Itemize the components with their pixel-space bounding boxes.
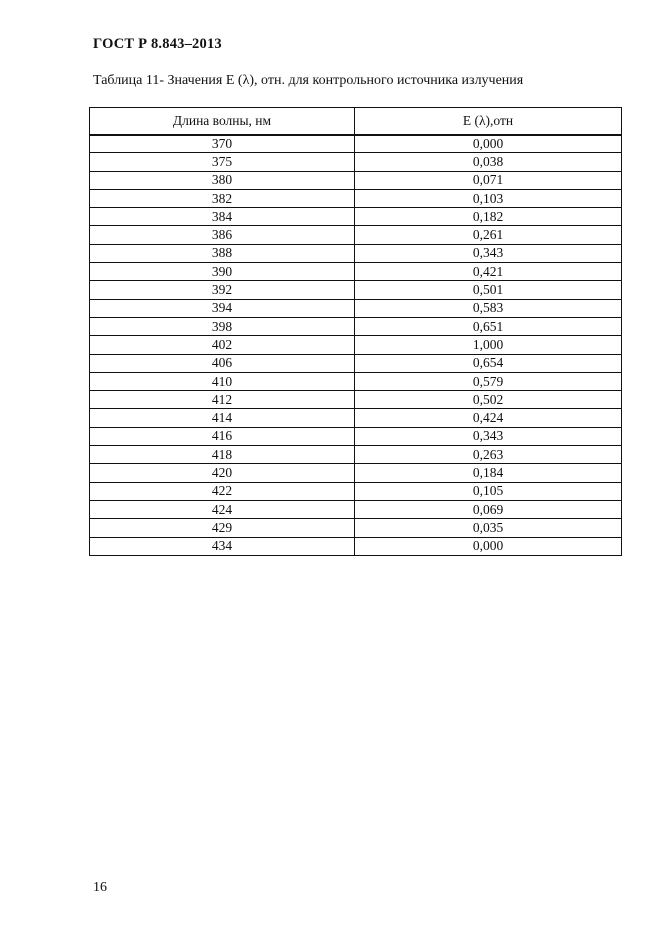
cell-wavelength: 434 (90, 537, 355, 555)
cell-wavelength: 420 (90, 464, 355, 482)
table-row (90, 153, 622, 171)
cell-wavelength: 424 (90, 500, 355, 518)
cell-wavelength: 398 (90, 317, 355, 335)
table-row (90, 519, 622, 537)
cell-wavelength: 418 (90, 446, 355, 464)
cell-relative-value: 0,502 (355, 391, 622, 409)
cell-wavelength: 375 (90, 153, 355, 171)
cell-wavelength: 392 (90, 281, 355, 299)
table-row (90, 537, 622, 555)
table-caption: Таблица 11- Значения E (λ), отн. для контрольного источника излучения (93, 73, 524, 88)
cell-relative-value: 0,501 (355, 281, 622, 299)
cell-relative-value: 0,069 (355, 500, 622, 518)
table-body (90, 135, 622, 556)
table-row (90, 263, 622, 281)
document-header: ГОСТ Р 8.843–2013 (93, 36, 222, 52)
data-table (89, 107, 622, 556)
table-row (90, 427, 622, 445)
cell-relative-value: 0,103 (355, 189, 622, 207)
cell-wavelength: 384 (90, 208, 355, 226)
cell-relative-value: 0,583 (355, 299, 622, 317)
cell-wavelength: 406 (90, 354, 355, 372)
cell-relative-value: 0,421 (355, 263, 622, 281)
table-row (90, 446, 622, 464)
column-header-wavelength: Длина волны, нм (90, 108, 355, 135)
table-row (90, 482, 622, 500)
page-number: 16 (93, 880, 107, 895)
cell-relative-value: 0,182 (355, 208, 622, 226)
cell-relative-value: 0,105 (355, 482, 622, 500)
cell-relative-value: 0,000 (355, 537, 622, 555)
cell-wavelength: 386 (90, 226, 355, 244)
cell-wavelength: 410 (90, 372, 355, 390)
table-row (90, 464, 622, 482)
cell-relative-value: 0,000 (355, 135, 622, 153)
table-row (90, 372, 622, 390)
cell-wavelength: 402 (90, 336, 355, 354)
table-row (90, 299, 622, 317)
table-row (90, 171, 622, 189)
table-row (90, 391, 622, 409)
cell-wavelength: 394 (90, 299, 355, 317)
cell-wavelength: 380 (90, 171, 355, 189)
cell-wavelength: 422 (90, 482, 355, 500)
cell-relative-value: 0,071 (355, 171, 622, 189)
table-row (90, 354, 622, 372)
cell-relative-value: 0,424 (355, 409, 622, 427)
table-row (90, 409, 622, 427)
cell-wavelength: 412 (90, 391, 355, 409)
cell-wavelength: 414 (90, 409, 355, 427)
table-row (90, 189, 622, 207)
cell-relative-value: 0,579 (355, 372, 622, 390)
cell-relative-value: 0,343 (355, 244, 622, 262)
cell-wavelength: 388 (90, 244, 355, 262)
table-row (90, 500, 622, 518)
cell-relative-value: 0,654 (355, 354, 622, 372)
table-header-row (90, 108, 622, 135)
column-header-relative-value: E (λ),отн (355, 108, 622, 135)
cell-wavelength: 390 (90, 263, 355, 281)
table-row (90, 208, 622, 226)
table-row (90, 281, 622, 299)
cell-wavelength: 416 (90, 427, 355, 445)
table-row (90, 244, 622, 262)
cell-relative-value: 0,038 (355, 153, 622, 171)
cell-wavelength: 429 (90, 519, 355, 537)
cell-wavelength: 382 (90, 189, 355, 207)
table-row (90, 226, 622, 244)
table-row (90, 336, 622, 354)
cell-relative-value: 0,263 (355, 446, 622, 464)
table-row (90, 317, 622, 335)
cell-wavelength: 370 (90, 135, 355, 153)
cell-relative-value: 0,261 (355, 226, 622, 244)
cell-relative-value: 0,651 (355, 317, 622, 335)
cell-relative-value: 0,184 (355, 464, 622, 482)
cell-relative-value: 1,000 (355, 336, 622, 354)
cell-relative-value: 0,343 (355, 427, 622, 445)
cell-relative-value: 0,035 (355, 519, 622, 537)
table-row (90, 135, 622, 153)
